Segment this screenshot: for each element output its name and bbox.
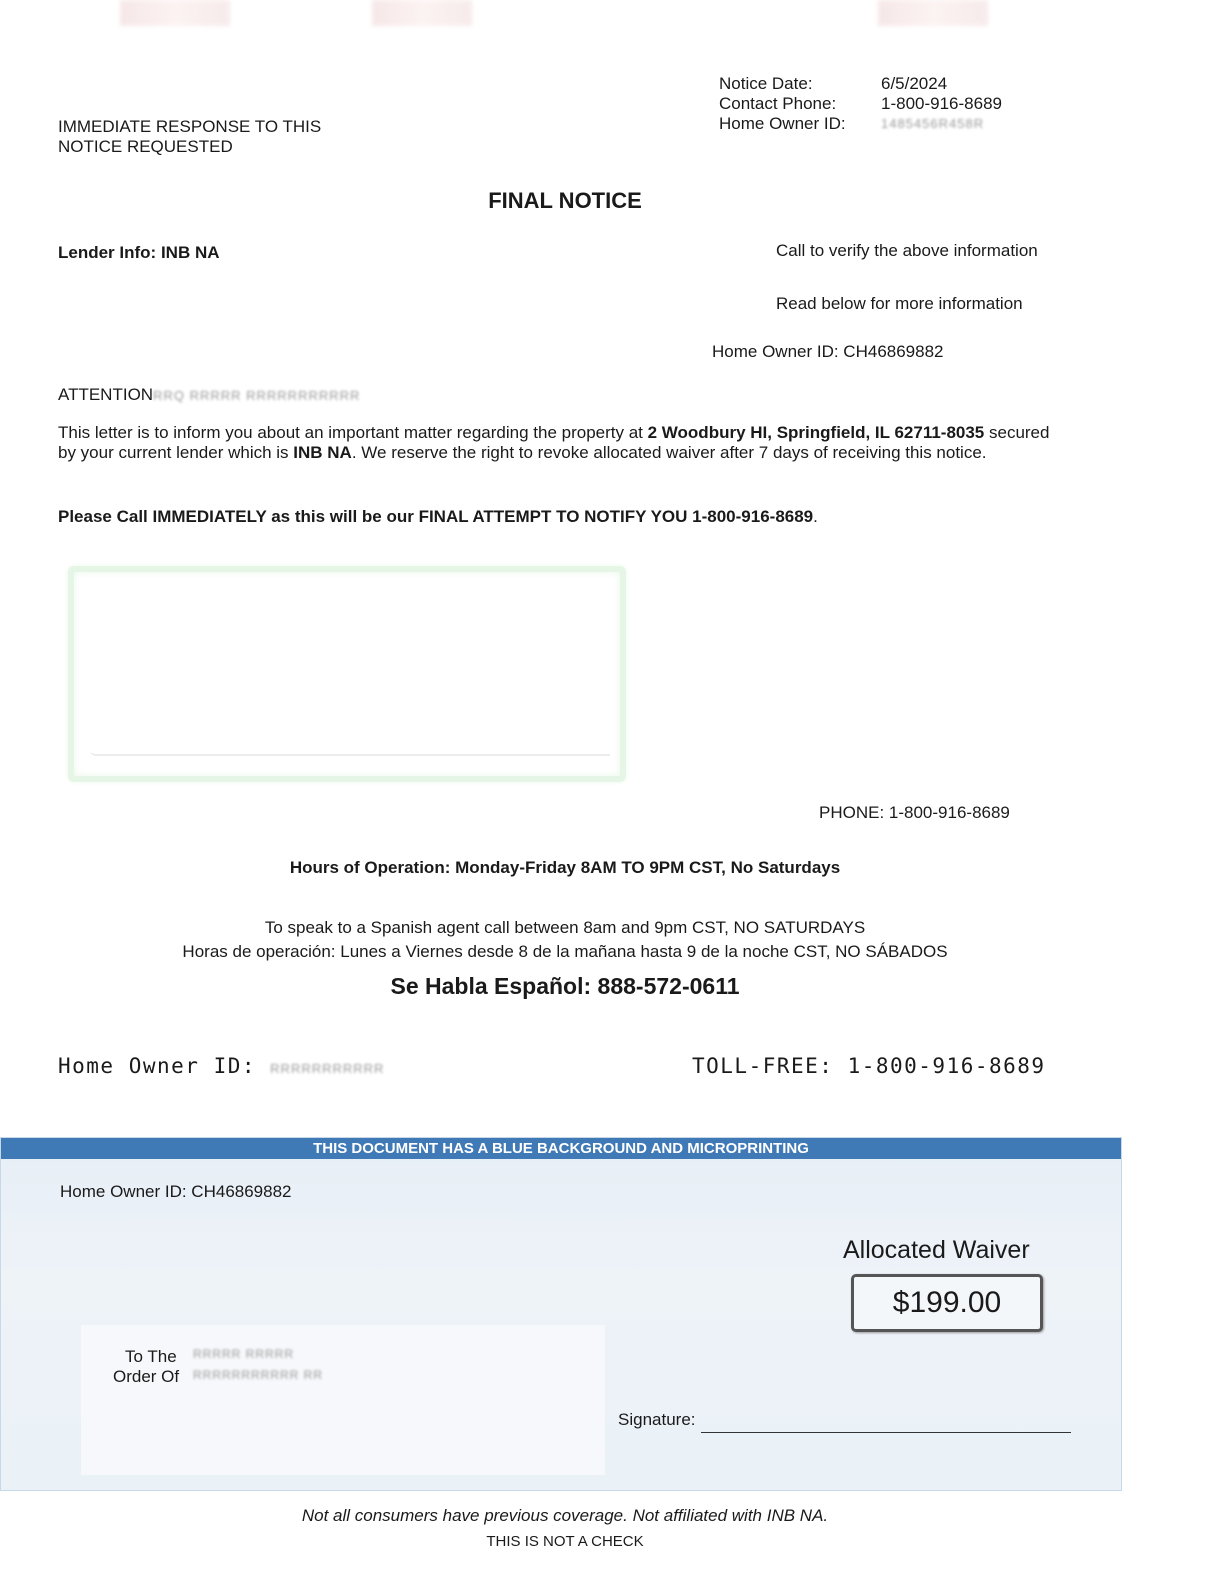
read-below-text: Read below for more information [776, 294, 1023, 313]
verify-text: Call to verify the above information [776, 241, 1038, 260]
immediate-response-notice [58, 117, 378, 157]
contact-phone-label: Contact Phone: [719, 94, 837, 113]
notice-date-label: Notice Date: [719, 74, 813, 93]
attention-redacted: RRQ RRRRR RRRRRRRRRRR [153, 388, 361, 403]
mono-home-owner-id [58, 1054, 384, 1078]
attention-line [58, 385, 360, 405]
scan-artifact [372, 0, 472, 26]
scan-artifact [120, 0, 230, 26]
se-habla-espanol: Se Habla Español: 888-572-0611 [390, 973, 740, 999]
property-address: 2 Woodbury HI, Springfield, IL 62711-8035 [647, 423, 985, 442]
to-the-label: To The [125, 1347, 177, 1366]
window-fold-line [90, 750, 610, 756]
waiver-amount-box: $199.00 [851, 1274, 1043, 1332]
letter-text-3: . We reserve the right to revoke allocated waiver after 7 days of receiving this notice. [351, 443, 987, 462]
call-notice-period: . [813, 507, 818, 526]
immediate-line-1: IMMEDIATE RESPONSE TO THIS [58, 117, 322, 136]
not-a-check-text: THIS IS NOT A CHECK [486, 1533, 644, 1550]
signature-line [701, 1432, 1071, 1433]
home-owner-id-label: Home Owner ID: [719, 114, 846, 133]
check-stub [0, 1137, 1122, 1491]
hours-of-operation: Hours of Operation: Monday-Friday 8AM TO 9PM CST, No Saturdays [289, 858, 841, 877]
disclaimer-text: Not all consumers have previous coverage. Not affiliated with INB NA. [301, 1506, 829, 1525]
immediate-line-2: NOTICE REQUESTED [58, 137, 233, 156]
lender-name: INB NA [293, 443, 352, 462]
toll-free-number: TOLL-FREE: 1-800-916-8689 [692, 1054, 1046, 1078]
allocated-waiver-label: Allocated Waiver [843, 1236, 1030, 1264]
phone-line: PHONE: 1-800-916-8689 [819, 803, 1010, 822]
mono-home-owner-id-redacted: RRRRRRRRRRR [270, 1061, 385, 1076]
spanish-agent-line: To speak to a Spanish agent call between 8am and 9pm CST, NO SATURDAYS [264, 918, 866, 937]
notice-date-value: 6/5/2024 [881, 74, 948, 93]
check-home-owner-id: Home Owner ID: CH46869882 [60, 1182, 292, 1201]
spanish-hours-line: Horas de operación: Lunes a Viernes desde 8 de la mañana hasta 9 de la noche CST, NO SÁBADOS [182, 942, 948, 961]
lender-info: Lender Info: INB NA [58, 243, 220, 262]
page-title: FINAL NOTICE [488, 188, 642, 213]
contact-phone-value: 1-800-916-8689 [881, 94, 1002, 113]
mono-home-owner-id-label: Home Owner ID: [58, 1054, 257, 1078]
signature-label: Signature: [618, 1410, 696, 1429]
letter-paragraph [58, 423, 1068, 463]
payee-name-redacted: RRRRR RRRRR [193, 1347, 294, 1361]
call-notice-text: Please Call IMMEDIATELY as this will be our FINAL ATTEMPT TO NOTIFY YOU 1-800-916-8689 [58, 507, 814, 526]
notice-meta [719, 74, 1002, 134]
envelope-window [68, 566, 626, 782]
payee-address-redacted: RRRRRRRRRRR RR [193, 1368, 323, 1382]
attention-label: ATTENTION [58, 385, 154, 404]
security-banner: THIS DOCUMENT HAS A BLUE BACKGROUND AND MICROPRINTING [1, 1138, 1121, 1159]
home-owner-id-line: Home Owner ID: CH46869882 [712, 342, 944, 361]
scan-artifact [878, 0, 988, 26]
letter-text-1: This letter is to inform you about an important matter regarding the property at [58, 423, 648, 442]
order-of-label: Order Of [113, 1367, 180, 1386]
call-immediately-notice [58, 507, 818, 527]
letter-text-2: secured by your current lender which is [58, 423, 1050, 462]
home-owner-id-redacted: 1485456R458R [881, 116, 985, 131]
